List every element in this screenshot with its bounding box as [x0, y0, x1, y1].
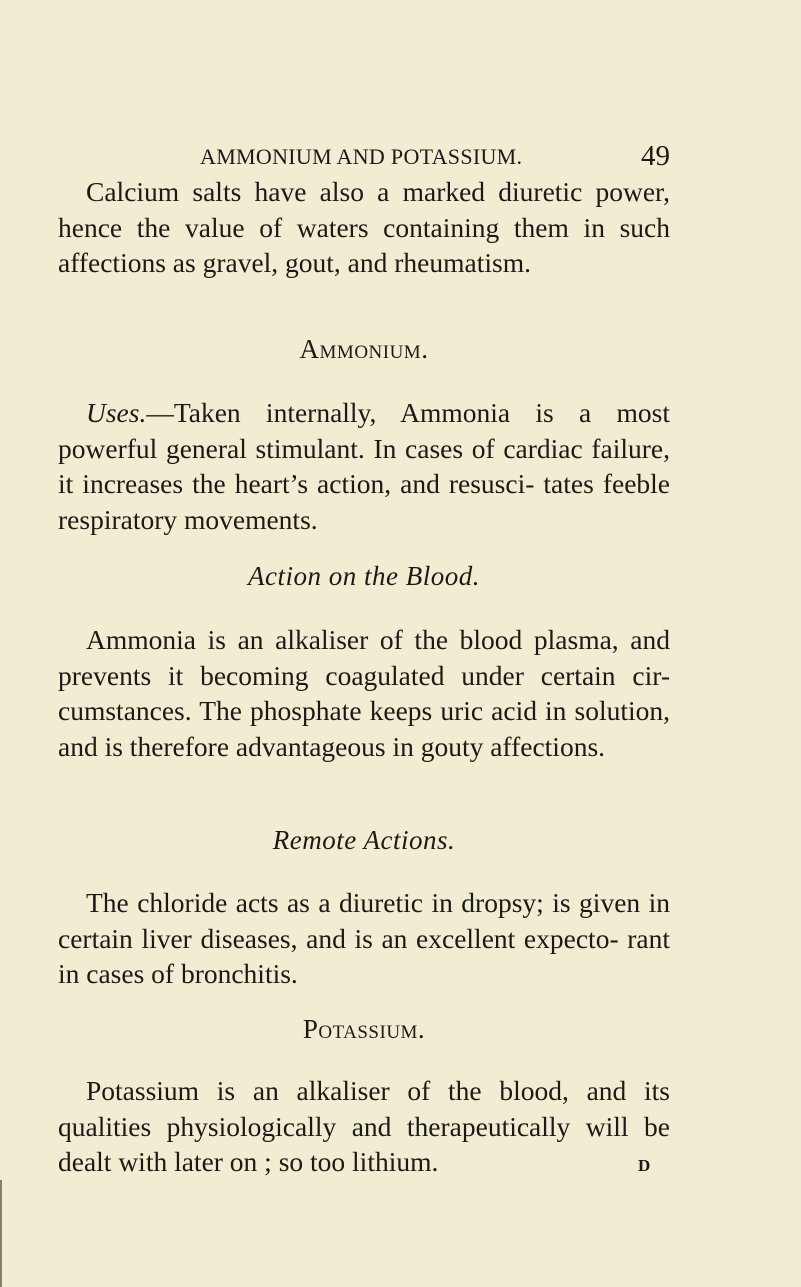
uses-label: Uses.	[86, 397, 147, 428]
paragraph-uses	[58, 395, 670, 537]
page-number: 49	[641, 140, 670, 172]
signature-mark: D	[638, 1156, 651, 1175]
heading-potassium: Potassium.	[302, 1014, 426, 1044]
paragraph-blood: Ammonia is an alkaliser of the blood plasma, and prevents it becoming coagulated under certain cir- cumstances. The phosphate keeps uric acid in solution, and is therefore advantageous in gouty affections.	[58, 624, 670, 762]
paragraph-potassium: Potassium is an alkaliser of the blood, and its qualities physiologically and therapeutically will be dealt with later on ; so too lithium.	[58, 1075, 670, 1177]
uses-text: —Taken internally, Ammonia is a most powerful general stimulant. In cases of cardiac failure, it increases the heart’s action, and resusci- tates feeble respiratory movements.	[58, 397, 670, 535]
heading-ammonium: Ammonium.	[299, 334, 429, 364]
running-title: AMMONIUM AND POTASSIUM.	[200, 144, 523, 169]
paragraph-remote: The chloride acts as a diuretic in dropsy; is given in certain liver diseases, and is an excellent expecto- rant in cases of bronchitis.	[58, 887, 670, 989]
heading-action-on-blood: Action on the Blood.	[248, 561, 480, 591]
paragraph-calcium: Calcium salts have also a marked diuretic power, hence the value of waters containing them in such affections as gravel, gout, and rheumatism.	[58, 176, 670, 278]
page-edge-shadow	[0, 1180, 2, 1287]
heading-remote-actions: Remote Actions.	[272, 825, 456, 855]
